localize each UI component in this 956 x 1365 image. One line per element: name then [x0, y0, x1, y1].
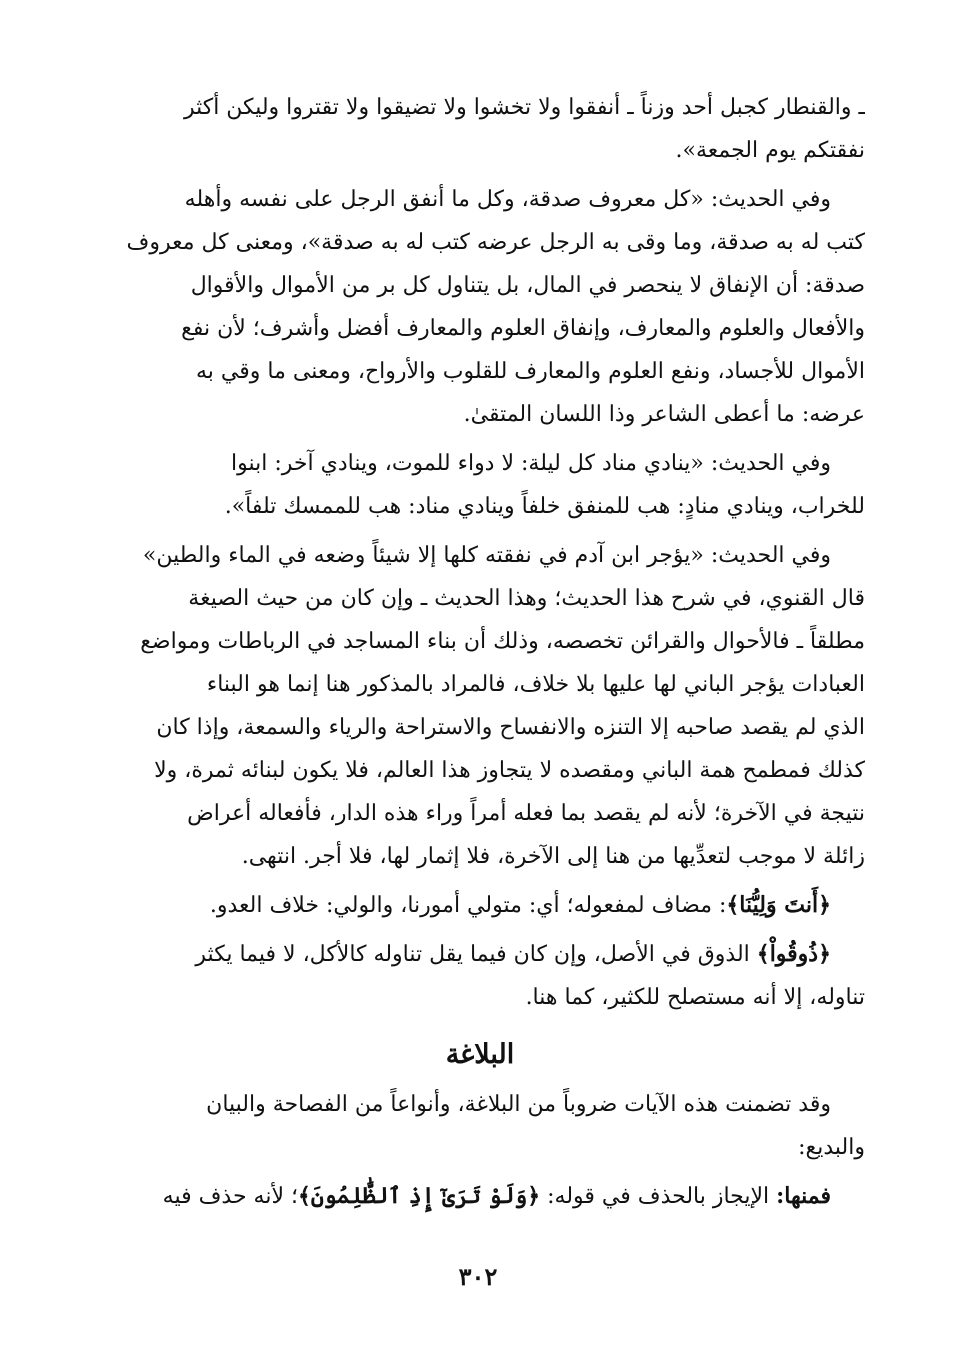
- text-line: العبادات يؤجر الباني لها عليها بلا خلاف، فالمراد بالمذكور هنا إنما هو البناء: [206, 672, 865, 697]
- last-paragraph: [95, 1175, 865, 1218]
- paragraph-3: [95, 442, 865, 528]
- paragraph-5: [95, 884, 865, 927]
- text-line: نفقتكم يوم الجمعة».: [675, 138, 865, 163]
- text-line: مطلقاً ـ فالأحوال والقرائن تخصصه، وذلك أن بناء المساجد في الرباطات ومواضع: [140, 629, 865, 654]
- text-line: وفي الحديث: «كل معروف صدقة، وكل ما أنفق الرجل على نفسه وأهله: [184, 187, 831, 212]
- text-line: والبديع:: [798, 1135, 865, 1160]
- lead-word: فمنها:: [776, 1183, 831, 1209]
- text-line: الأموال للأجساد، ونفع العلوم والمعارف للقلوب والأرواح، ومعنى ما وقي به: [196, 359, 865, 384]
- paragraph-4: [95, 534, 865, 878]
- balagha-paragraph: [95, 1083, 865, 1169]
- text-line: تناوله، إلا أنه مستصلح للكثير، كما هنا.: [525, 985, 865, 1010]
- text-line: قال القنوي، في شرح هذا الحديث؛ وهذا الحديث ـ وإن كان من حيث الصيغة: [188, 586, 865, 611]
- text-line: كذلك فمطمح همة الباني ومقصده لا يتجاوز هذا العالم، فلا يكون لبنائه ثمرة، ولا: [154, 758, 865, 783]
- page-number: ٣٠٢: [458, 1262, 498, 1291]
- text-line: [95, 884, 865, 927]
- text-line: وفي الحديث: «يؤجر ابن آدم في نفقته كلها إلا شيئاً وضعه في الماء والطين»: [142, 543, 831, 568]
- text-line: وقد تضمنت هذه الآيات ضروباً من البلاغة، وأنواعاً من الفصاحة والبيان: [206, 1092, 831, 1117]
- text-line: الذي لم يقصد صاحبه إلا التنزه والانفساح والاستراحة والرياء والسمعة، وإذا كان: [156, 715, 865, 740]
- text-segment: : مضاف لمفعوله؛ أي: متولي أمورنا، والولي: خلاف العدو.: [209, 893, 727, 918]
- section-heading: البلاغة: [445, 1039, 515, 1070]
- text-segment: الذوق في الأصل، وإن كان فيما يقل تناوله كالأكل، لا فيما يكثر: [195, 942, 757, 967]
- quran-quote: ﴿ذُوقُواْ﴾: [756, 941, 831, 967]
- text-line: والأفعال والعلوم والمعارف، وإنفاق العلوم والمعارف أفضل وأشرف؛ لأن نفع: [181, 316, 865, 341]
- quran-quote: ﴿وَلَوْ تَرَىٰٓ إِذِ ٱلظَّٰلِمُونَ﴾: [298, 1183, 541, 1209]
- paragraph-1: [95, 86, 865, 172]
- text-segment: ؛ لأنه حذف فيه: [162, 1184, 299, 1209]
- quran-quote: ﴿أَنتَ وَلِيُّنَا﴾: [726, 892, 831, 918]
- text-line: للخراب، وينادي منادٍ: هب للمنفق خلفاً وينادي مناد: هب للممسك تلفاً».: [224, 494, 865, 519]
- text-line: [95, 933, 865, 976]
- text-line: زائلة لا موجب لتعدِّيها من هنا إلى الآخرة، فلا إثمار لها، فلا أجر. انتهى.: [241, 844, 865, 869]
- paragraph-6: [95, 933, 865, 1019]
- paragraph-2: [95, 178, 865, 436]
- text-line: عرضه: ما أعطى الشاعر وذا اللسان المتقىٰ.: [463, 402, 865, 427]
- text-segment: الإيجاز بالحذف في قوله:: [540, 1184, 777, 1209]
- text-line: صدقة: أن الإنفاق لا ينحصر في المال، بل يتناول كل بر من الأموال والأقوال: [190, 273, 865, 298]
- page-body: [95, 86, 865, 1224]
- text-line: [95, 1175, 865, 1218]
- text-line: كتب له به صدقة، وما وقى به الرجل عرضه كتب له به صدقة»، ومعنى كل معروف: [126, 230, 865, 255]
- text-line: ـ والقنطار كجبل أحد وزناً ـ أنفقوا ولا تخشوا ولا تضيقوا ولا تقتروا وليكن أكثر: [183, 95, 865, 120]
- text-line: وفي الحديث: «ينادي مناد كل ليلة: لا دواء للموت، وينادي آخر: ابنوا: [231, 451, 831, 476]
- text-line: نتيجة في الآخرة؛ لأنه لم يقصد بما فعله أمراً وراء هذه الدار، فأفعاله أعراض: [187, 801, 865, 826]
